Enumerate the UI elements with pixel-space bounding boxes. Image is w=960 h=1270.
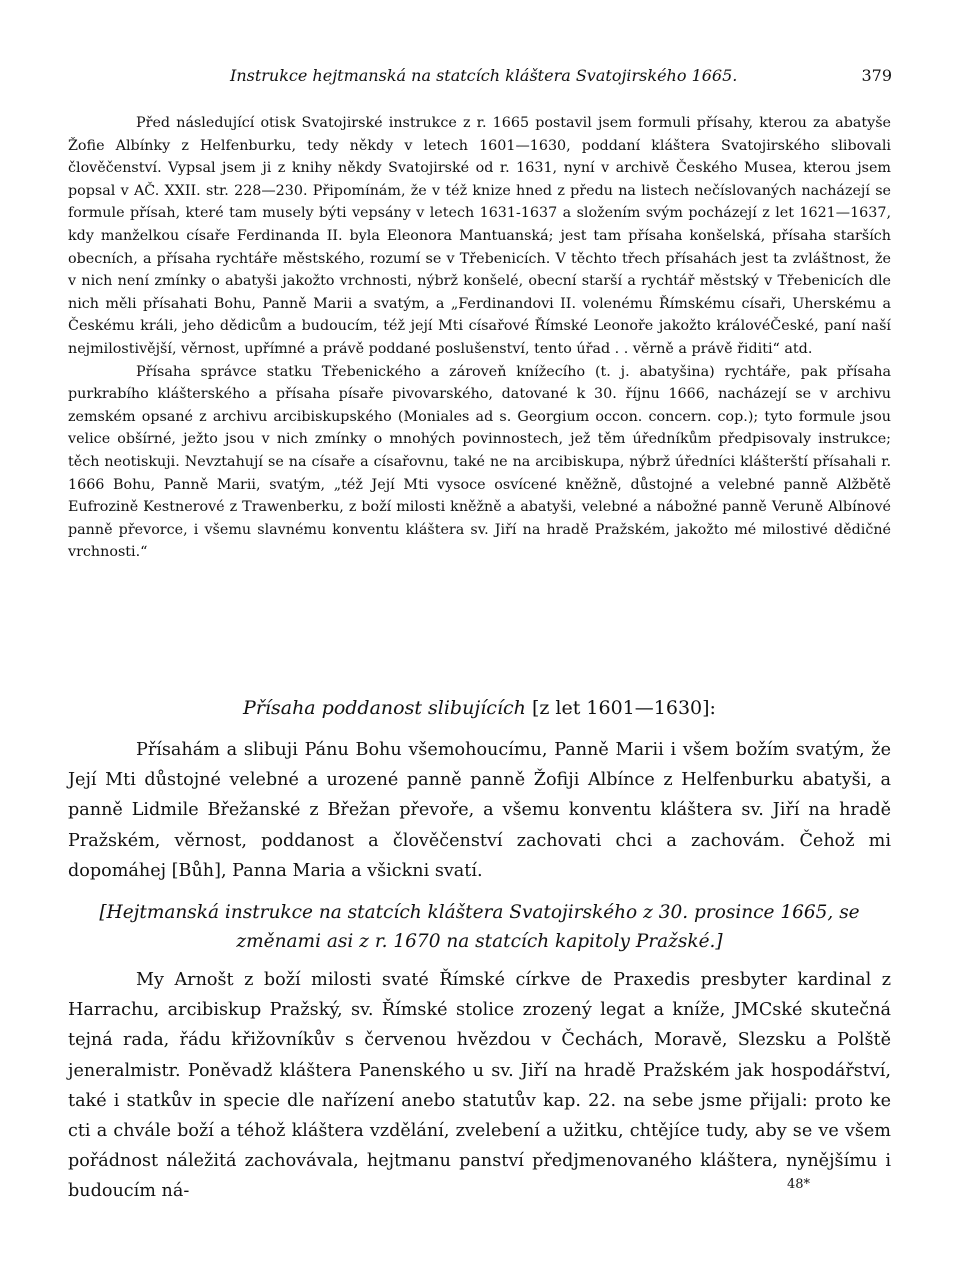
- oath-heading: [68, 697, 891, 719]
- intro-paragraph-1: Před následující otisk Svatojirské instrukce z r. 1665 postavil jsem formuli přísahy, kterou za abatyše Žofie Albínky z Helfenburku, tedy někdy v letech 1601—1630, poddaní kláštera Svatojirského slibovali člověčenství. Vypsal jsem ji z knihy někdy Svatojirské od r. 1631, nyní v archivě Českého Musea, kterou jsem popsal v AČ. XXII. str. 228—230. Připomínám, že v též knize hned z předu na listech nečíslovaných nacházejí se formule přísah, které tam musely býti vepsány v letech 1631-1637 a složením svým pocházejí z let 1621—1637, kdy manželkou císaře Ferdinanda II. byla Eleonora Mantuanská; jest tam přísaha konšelská, přísaha starších obecních, a přísaha rychtáře městského, rozumí se v Třebenicích. V těchto třech přísahách jest ta zvláštnost, že v nich není zmínky o abatyši jakožto vrchnosti, nýbrž konšelé, obecní starší a rychtář městský v Třebenicích dle nich měli přísahati Bohu, Panně Marii a svatým, a „Ferdinandovi II. volenému Římskému císaři, Uherskému a Českému králi, jeho dědicům a budoucím, též její Mti císařové Římské Leonoře jakožto královéČeské, paní naší nejmilostivější, věrnost, upřímné a právě poddané poslušenství, tento úřad . . věrně a právě řiditi“ atd.: [68, 115, 891, 357]
- intro-section: [68, 112, 891, 564]
- running-title: Instrukce hejtmanská na statcích kláštera Svatojirského 1665.: [230, 66, 738, 85]
- page-number: 379: [861, 66, 892, 85]
- instruction-heading: [Hejtmanská instrukce na statcích kláštera Svatojirského z 30. prosince 1665, se změnami asi z r. 1670 na statcích kapitoly Pražské.]: [99, 902, 860, 952]
- page-header: [70, 66, 892, 88]
- oath-heading-dates: [z let 1601—1630]:: [531, 697, 716, 719]
- signature-mark: 48*: [787, 1177, 811, 1192]
- instruction-section: [68, 965, 891, 1207]
- instruction-text: My Arnošt z boží milosti svaté Římské církve de Praxedis presbyter kardinal z Harrachu, arcibiskup Pražský, sv. Římské stolice zrozený legat a kníže, JMCské skutečná tejná rada, řádu křižovníkův s červenou hvězdou v Čechách, Moravě, Slezsku a Polště jeneralmistr. Poněvadž kláštera Panenského u sv. Jiří na hradě Pražském jak hospodářství, také i statkův in specie dle nařízení anebo statutův kap. 22. na sebe jsme přijali: proto ke cti a chvále boží a téhož kláštera vzdělání, zvelebení a užitku, chtějíce tudy, aby se ve všem pořádnost náležitá zachovávala, hejtmanu panství předjmenovaného kláštera, nynějšímu i budoucím ná-: [68, 970, 891, 1202]
- oath-section: [68, 735, 891, 886]
- intro-paragraph-2: Přísaha správce statku Třebenického a zároveň knížecího (t. j. abatyšina) rychtáře, pak přísaha purkrabího klášterského a přísaha písaře pivovarského, datované k 30. říjnu 1666, nacházejí se v archivu zemském opsané z archivu arcibiskupského (Moniales ad s. Georgium occon. concern. cop.); tyto formule jsou velice obšírné, ježto jsou v nich zmínky o mnohých povinnostech, jež těm úředníkům předpisovaly instrukce; těch neotiskuji. Nevztahují se na císaře a císařovnu, také ne na arcibiskupa, nýbrž úředníci klášterští přísahali r. 1666 Bohu, Panně Marii, svatým, „též Její Mti vysoce osvícené kněžně, důstojné a velebné panně Alžbětě Eufrozině Kestnerové z Trawenberku, z boží milosti kněžně a abatyši, velebné a nábožné panně Veruně Albínové panně převorce, i všemu slavnému konventu kláštera sv. Jiří na hradě Pražském, jakožto mé milostivé dědičné vrchnosti.“: [68, 363, 891, 561]
- oath-heading-title: Přísaha poddanost slibujících: [243, 697, 526, 719]
- oath-text: Přísahám a slibuji Pánu Bohu všemohoucímu, Panně Marii i všem božím svatým, že Její Mti důstojné velebné a urozené panně panně Žofiji Albínce z Helfenburku abatyši, a panně Lidmile Břežanské z Břežan převoře, a všemu konventu kláštera sv. Jiří na hradě Pražském, věrnost, poddanost a člověčenství zachovati chci a zachovám. Čehož mi dopomáhej [Bůh], Panna Maria a všickni svatí.: [68, 740, 891, 881]
